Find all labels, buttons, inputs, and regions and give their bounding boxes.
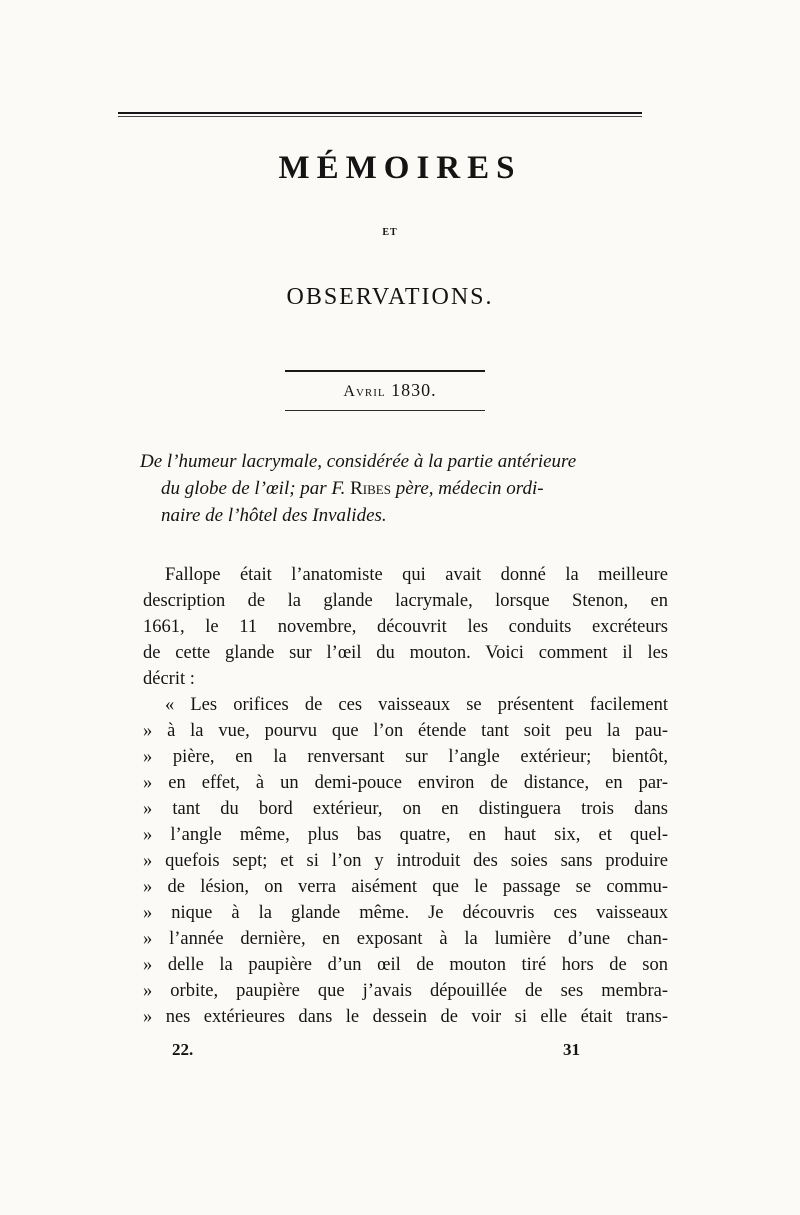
- signature-mark: 22.: [172, 1040, 194, 1059]
- page-title: MÉMOIRES: [278, 150, 522, 186]
- date-rule-top: [285, 370, 485, 372]
- text-line: » tant du bord extérieur, on en distinguera trois dans: [143, 799, 668, 819]
- text-line: » l’angle même, plus bas quatre, en haut six, et quel-: [143, 825, 668, 845]
- text-line: de cette glande sur l’œil du mouton. Voici comment il les: [143, 643, 668, 663]
- text-line: » de lésion, on verra aisément que le passage se commu-: [143, 877, 668, 897]
- text-line: » à la vue, pourvu que l’on étende tant soit peu la pau-: [143, 721, 668, 741]
- text-line: description de la glande lacrymale, lorsque Stenon, en: [143, 591, 668, 611]
- text-line: » quefois sept; et si l’on y introduit des soies sans produire: [143, 851, 668, 871]
- text-line: » en effet, à un demi-pouce environ de distance, en par-: [143, 773, 668, 793]
- text-line: Fallope était l’anatomiste qui avait donné la meilleure: [165, 565, 668, 585]
- text-line: » delle la paupière d’un œil de mouton tiré hors de son: [143, 955, 668, 975]
- heading-line-3: naire de l’hôtel des Invalides.: [161, 505, 387, 526]
- date-rule-bottom: [285, 410, 485, 411]
- article-body: [143, 562, 668, 1030]
- text-line: « Les orifices de ces vaisseaux se présentent facilement: [165, 695, 668, 715]
- heading-text: du globe de l’œil; par F.: [161, 478, 346, 499]
- heading-line-2: [140, 475, 670, 502]
- issue-date: [0, 380, 780, 401]
- text-line: » nes extérieures dans le dessein de voir si elle était trans-: [143, 1007, 668, 1027]
- text-line: 1661, le 11 novembre, découvrit les conduits excréteurs: [143, 617, 668, 637]
- issue-year: 1830.: [391, 380, 437, 400]
- author-name: Ribes: [350, 478, 391, 499]
- text-line: » orbite, paupière que j’avais dépouillée de ses membra-: [143, 981, 668, 1001]
- issue-month: Avril: [343, 383, 386, 400]
- heading-text: père, médecin ordi-: [395, 478, 544, 499]
- heading-line-1: De l’humeur lacrymale, considérée à la partie antérieure: [140, 451, 577, 472]
- text-line: » nique à la glande même. Je découvris ces vaisseaux: [143, 903, 668, 923]
- text-line: » l’année dernière, en exposant à la lumière d’une chan-: [143, 929, 668, 949]
- conjunction-et: ET: [382, 227, 398, 238]
- page-subtitle: OBSERVATIONS.: [286, 284, 494, 310]
- article-heading: [140, 448, 670, 529]
- top-rule: [118, 112, 642, 117]
- page-number: 31: [563, 1040, 580, 1059]
- text-line: décrit :: [143, 669, 195, 689]
- text-line: » pière, en la renversant sur l’angle extérieur; bientôt,: [143, 747, 668, 767]
